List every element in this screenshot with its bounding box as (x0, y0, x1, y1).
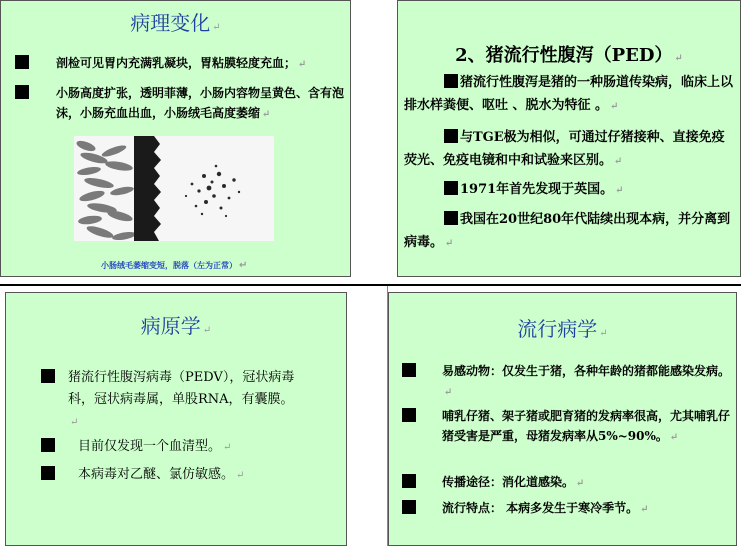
paragraph-mark: ↵ (576, 478, 585, 489)
bullet-text (442, 498, 732, 520)
bullet-text-0: 剖检可见胃内充满乳凝块，胃粘膜轻度充血； (56, 56, 297, 70)
bullet-text-1: 哺乳仔猪、架子猪或肥育猪的发病率很高，尤其哺乳仔猪受害是严重，母猪发病率从5%~90%。 (442, 409, 731, 443)
bullet-text-2: 传播途径：消化道感染。 (442, 475, 575, 489)
bullet-icon (402, 363, 416, 377)
caption-text: 小肠绒毛萎缩变短，脱落（左为正常） (101, 261, 237, 270)
micrograph-svg (74, 136, 274, 241)
slide-etiology (5, 292, 347, 546)
slide-title (1, 7, 350, 36)
paragraph-text-3: 我国在20世纪80年代陆续出现本病，并分离到病毒。 (404, 212, 731, 250)
bullet-text-0: 易感动物：仅发生于猪，各种年龄的猪都能感染发病。 (442, 364, 731, 378)
bullet-icon (41, 438, 55, 452)
bullet-text (442, 406, 732, 448)
paragraph-mark: ↵ (640, 504, 649, 515)
slide-title (389, 313, 736, 342)
paragraph-text-0: 猪流行性腹泻是猪的一种肠道传染病，临床上以排水样粪便、呕吐 、脱水为特征 。 (404, 75, 734, 113)
bullet-text-2: 本病毒对乙醚、氯仿敏感。 (78, 467, 235, 482)
paragraph-mark: ↵ (223, 442, 232, 453)
bullet-icon (402, 500, 416, 514)
bullet-icon (41, 466, 55, 480)
paragraph-mark: ↵ (445, 238, 454, 249)
bullet-text (56, 83, 346, 125)
image-caption (101, 260, 247, 271)
paragraph-mark: ↵ (70, 417, 79, 428)
bullet-icon (402, 474, 416, 488)
bullet-text-1: 目前仅发现一个血清型。 (78, 439, 222, 454)
paragraph-mark: ↵ (599, 328, 608, 339)
title-text: 2、猪流行性腹泻（PED） (455, 45, 673, 66)
bullet-text-1: 小肠高度扩张，透明菲薄，小肠内容物呈黄色、含有泡沫，小肠充血出血，小肠绒毛高度萎缩 (56, 86, 345, 120)
paragraph-mark: ↵ (614, 156, 623, 167)
bullet-text (68, 367, 303, 434)
paragraph (404, 126, 737, 173)
paragraph (404, 208, 737, 255)
paragraph-text-2: 1971年首先发现于英国。 (460, 182, 614, 197)
bullet-text-3: 流行特点： 本病多发生于寒冷季节。 (442, 501, 639, 515)
paragraph-text-1: 与TGE极为相似，可通过仔猪接种、直接免疫荧光、免疫电镜和中和试验来区别。 (404, 130, 725, 168)
title-text: 病理变化 (130, 11, 211, 35)
bullet-text (78, 436, 328, 459)
paragraph-mark: ↵ (202, 325, 212, 336)
slide-title (6, 310, 346, 339)
micrograph-image (74, 136, 274, 241)
bullet-text (78, 464, 328, 487)
slide-epidemiology (388, 292, 737, 546)
bullet-icon (444, 181, 458, 195)
bullet-icon (444, 211, 458, 225)
bullet-icon (15, 55, 29, 69)
bullet-text (442, 361, 732, 403)
slide-title (398, 41, 740, 67)
paragraph (404, 71, 737, 118)
title-text: 病原学 (140, 314, 201, 338)
paragraph-mark: ↵ (669, 432, 679, 443)
bullet-text (442, 472, 732, 494)
bullet-icon (444, 129, 458, 143)
paragraph-mark: ↵ (298, 59, 307, 70)
paragraph-mark: ↵ (239, 260, 248, 271)
bullet-icon (41, 369, 55, 383)
bullet-text (56, 53, 346, 75)
paragraph-mark: ↵ (615, 185, 624, 196)
slide-ped (397, 0, 741, 277)
bullet-icon (15, 85, 29, 99)
bullet-icon (402, 408, 416, 422)
paragraph-mark: ↵ (236, 470, 245, 481)
paragraph-mark: ↵ (262, 109, 271, 120)
paragraph-mark: ↵ (212, 22, 221, 33)
paragraph-mark: ↵ (444, 387, 453, 398)
paragraph-mark: ↵ (674, 53, 683, 64)
bullet-icon (444, 74, 458, 88)
divider-horizontal (0, 284, 741, 286)
slide-pathology (0, 0, 351, 277)
paragraph-mark: ↵ (610, 101, 619, 112)
title-text: 流行病学 (517, 317, 598, 341)
bullet-text-0: 猪流行性腹泻病毒（PEDV），冠状病毒科，冠状病毒属，单股RNA，有囊膜。 (68, 370, 295, 407)
paragraph (404, 178, 737, 202)
